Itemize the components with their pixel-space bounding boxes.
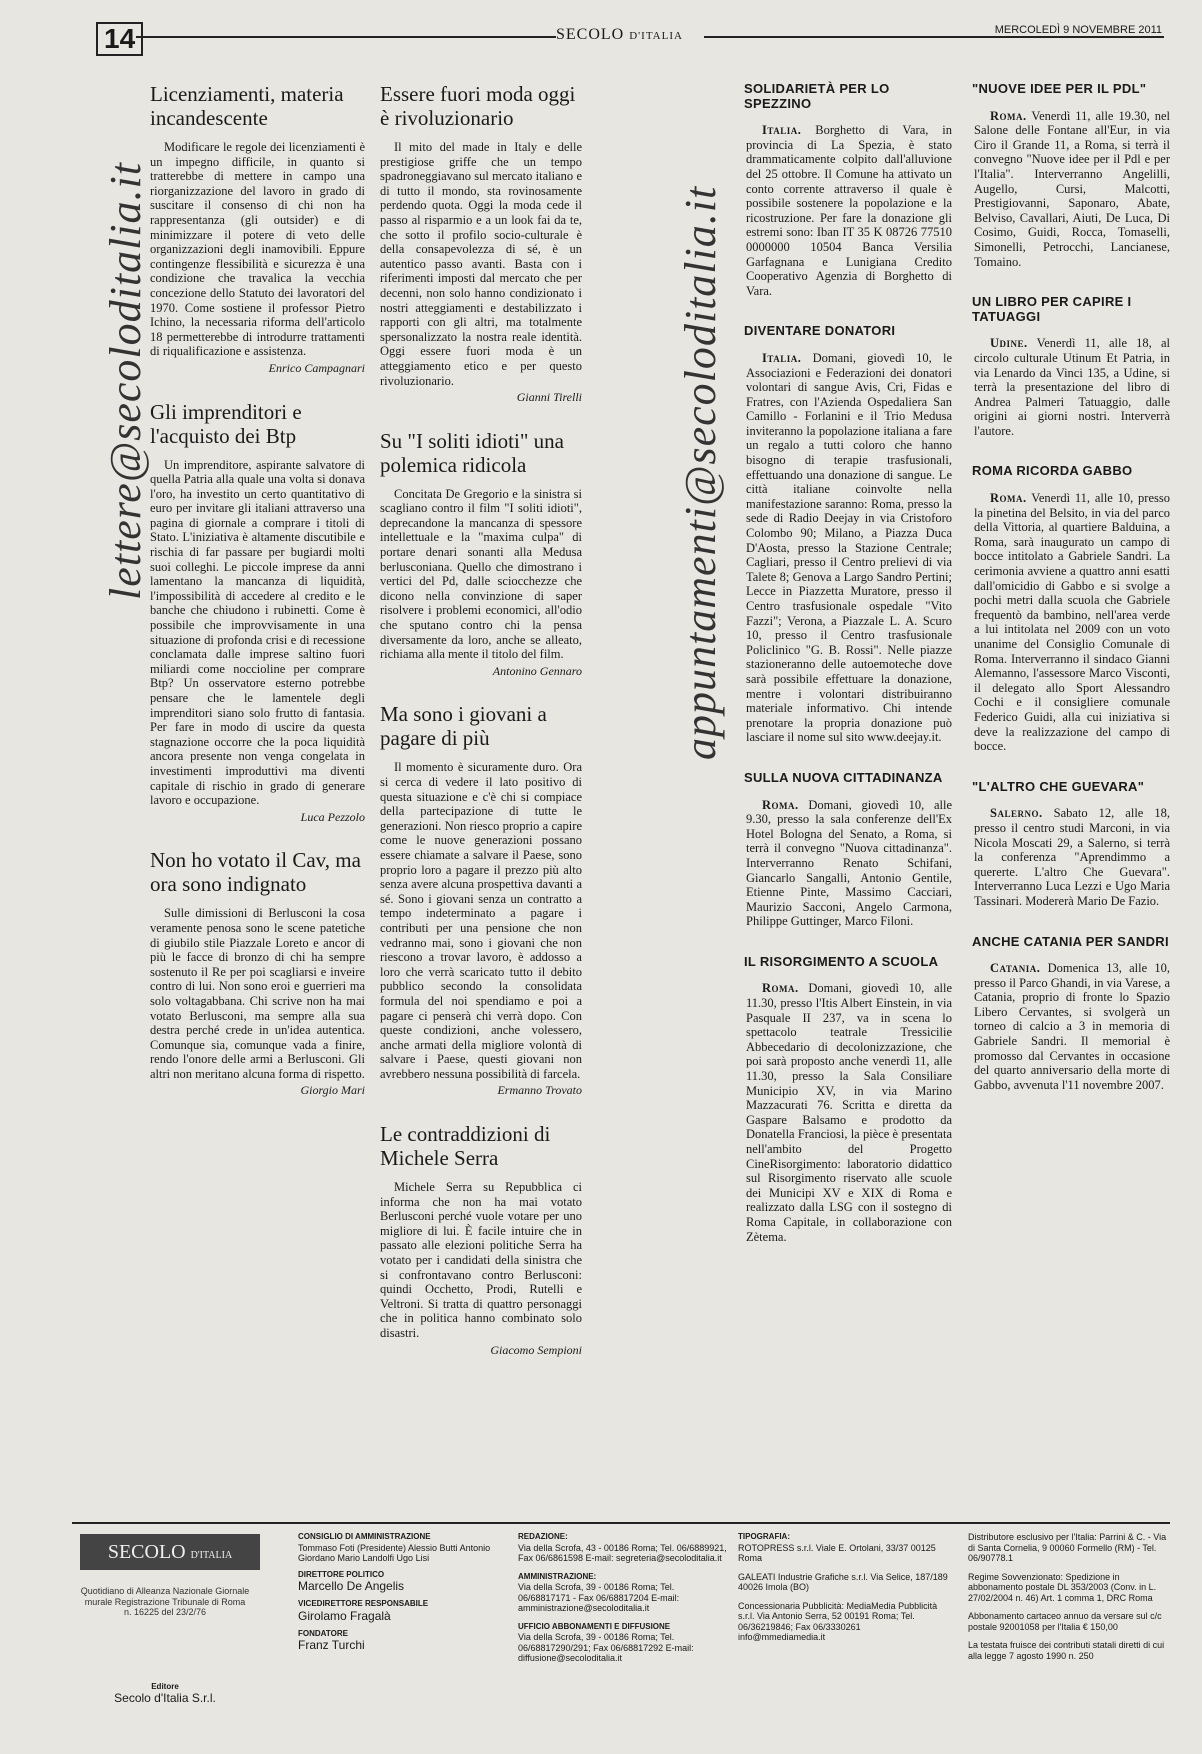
letter-body: Un imprenditore, aspirante salvatore di quella Patria alla quale una volta si donava l'oro, ha investito un certo quantitativo di euro per invitare gli italiani attraverso una pagina di giornale a comprare i titoli di Stato. L'iniziativa è altamente discutibile e rischia di far passare per bugiardi molti suoi colleghi. Le piccole imprese da anni lamentano la mancanza di liquidità, l'impossibilità di accedere al credito e le banche che chiudono i rubinetti. Come è possibile che improvvisamente in una situazione di profonda crisi e di recessione conclamata dalle imprese saltino fuori miliardi come noccioline per comprare Btp? Un osservatore esterno potrebbe pensare che le lamentele degli imprenditori siano solo frutto di fantasia. Per fare in modo di uscire da questa stagnazione occorre che la poca liquidità ancora presente non venga congelata in investimenti improduttivi ma diventi capitale di rischio in grado di generare lavoro e occupazione. [150, 457, 365, 808]
distributore-info: Distributore esclusivo per l'Italia: Parrini & C. - Via di Santa Cornelia, 9 00060 Formello (RM) - Tel. 06/90778.1 [968, 1532, 1167, 1563]
galeati-info: GALEATI Industrie Grafiche s.r.l. Via Selice, 187/189 40026 Imola (BO) [738, 1571, 948, 1592]
letter-title: Gli imprenditori e l'acquisto dei Btp [150, 399, 302, 448]
event-body [974, 336, 1170, 438]
event-city: Italia. [762, 350, 802, 365]
offices-column [518, 1532, 728, 1664]
letters-column-1 [150, 82, 365, 1122]
event-title: SULLA NUOVA CITTADINANZA [744, 769, 943, 785]
org-info: Quotidiano di Alleanza Nazionale Giornale murale Registrazione Tribunale di Roma n. 16225 del 23/2/76 [80, 1586, 250, 1617]
concessionaria-info: Concessionaria Pubblicità: MediaMedia Pubblicità s.r.l. Via Antonio Serra, 52 00191 Roma; Tel. 06/36219846; Fax 06/3330261 info@mmediamedia.it [738, 1600, 938, 1642]
footer-logo [80, 1534, 260, 1570]
letter-body: Modificare le regole dei licenziamenti è un impegno difficile, in quanto si tratterebbe di mettere in campo una riorganizzazione del lavoro in grado di suscitare il consenso di chi non ha rappresentanza (gli outsider) e di minimizzare il potere di veto delle organizzazioni degli inamovibili. Eppure contingenze flessibilità e sicurezza è una condizione che travalica la vecchia concezione dello Statuto dei lavoratori del 1970. Come sostiene il professor Pietro Ichino, la necessaria riforma dell'articolo 18 permetterebbe di introdurre trattamenti di riqualificazione e assistenza. [150, 140, 365, 359]
event-text: Domenica 13, alle 10, presso il Parco Ghandi, in via Varese, a Catania, proprio di fronte lo Spazio Libero Cervantes, si svolgerà un torneo di calcio a 3 in memoria di Gabriele Sandri. Il memorial è promosso dal Cervantes in occasione del quarto anniversario della morte di Gabbo, avvenuta l'11 novembre 2007. [974, 961, 1170, 1092]
footer-logo-name: SECOLO [107, 1541, 186, 1563]
issue-date: MERCOLEDÌ 9 NOVEMBRE 2011 [994, 24, 1162, 36]
masthead [556, 26, 683, 44]
events-column-1 [746, 82, 952, 1270]
event-text: Domani, giovedì 10, le Associazioni e Federazioni dei donatori volontari di sangue Avis, Cri, Fidas e Fratres, con l'Azienda Ospedaliera San Camillo - Forlanini e il Trio Medusa inviteranno la popolazione italiana a fare un regalo a tutti coloro che hanno bisogno di terapie trasfusionali, effettuando una donazione di sangue. Le città italiane coinvolte nella manifestazione saranno: Roma, presso la sede di Radio Deejay in via Cristoforo Colombo 90; Milano, a Piazza Duca D'Aosta, presso la Stazione Centrale; Cagliari, presso il Centro prelievi di via Talete 8; Genova a Largo Sandro Pertini; Lecce in Piazzetta Muratore, presso il Centro trasfusionale ospedale "Vito Fazzi"; Verona, a Piazzale L. A. Scuro 10, presso il Centro trasfusionale Policlinico "G. B. Rossi". Nelle piazze stazioneranno delle autoemoteche dove sarà possibile effettuare la donazione, mentre i volontari distribuiranno materiale informativo. Chi intende prenotare la propria donazione può lasciare il nome sul sito www.deejay.it. [746, 350, 952, 745]
letter-title: Ma sono i giovani a pagare di più [380, 702, 547, 751]
event-text: Borghetto di Vara, in provincia di La Spezia, è stato drammaticamente colpito dall'alluvione del 25 ottobre. Il Comune ha attivato un conto corrente attraverso il quale è possibile sostenere la popolazione e la ricostruzione. Per fare la donazione gli estremi sono: Iban IT 35 K 08726 77510 0000000 10504 Banca Versilia Garfagnana e Lunigiana Credito Cooperativo Agenzia di Borghetto di Vara. [746, 123, 953, 298]
events-column-2 [974, 82, 1170, 1118]
event-text: Sabato 12, alle 18, presso il centro studi Marconi, in via Nicola Moscati 29, a Salerno, si terrà la conferenza "Aprendimmo a quererte. L'altro Che Guevara". Interverranno Luca Lezzi e Ugo Maria Tassinari. Modererà Mario De Fazio. [974, 806, 1170, 908]
event-body [746, 981, 952, 1244]
letter-title: Le contraddizioni di Michele Serra [380, 1122, 551, 1171]
event-item [974, 935, 1170, 1093]
event-city: Roma. [990, 491, 1027, 506]
letter-author: Enrico Campagnari [268, 360, 365, 375]
event-item [746, 82, 952, 298]
event-title: ANCHE CATANIA PER SANDRI [972, 933, 1169, 949]
abbonamento-cartaceo: Abbonamento cartaceo annuo da versare sul c/c postale 92001058 per l'Italia € 150,00 [968, 1611, 1162, 1632]
testata-info: La testata fruisce dei contributi statali diretti di cui alla legge 7 agosto 1990 n. 250 [968, 1640, 1165, 1661]
header-rule-left [136, 36, 556, 38]
page-number: 14 [96, 22, 143, 56]
event-item [974, 295, 1170, 438]
letter-author: Gianni Tirelli [516, 390, 582, 405]
footer-logo-suffix: D'ITALIA [190, 1550, 233, 1561]
letter-article [150, 848, 365, 1098]
printing-column [738, 1532, 948, 1643]
event-text: Venerdì 11, alle 18, al circolo culturale Utinum Et Patria, in via Lenardo da Vinci 135, a Udine, si terrà la presentazione del libro di Andrea Palmeri Tatuaggio, dalle origini ai giorni nostri. Interverrà l'autore. [974, 336, 1170, 438]
amministrazione-label: AMMINISTRAZIONE: [518, 1571, 597, 1581]
event-body [746, 351, 952, 745]
letter-title: Licenziamenti, materia incandescente [150, 82, 344, 130]
event-title: DIVENTARE DONATORI [744, 323, 896, 339]
board-members: Tommaso Foti (Presidente) Alessio Butti Antonio Giordano Mario Landolfi Ugo Lisi [298, 1542, 491, 1563]
letters-column-2 [380, 82, 582, 1381]
event-city: Roma. [990, 108, 1027, 123]
letter-body: Michele Serra su Repubblica ci informa che non ha mai votato Berlusconi perché vuole votare per uno migliore di lui. È facile intuire che in passato alle elezioni politiche Serra ha votato per i candidati della sinistra che si confrontavano contro Berlusconi: quindi Occhetto, Prodi, Rutelli e Veltroni. Si tratta di quattro personaggi che in politica hanno combinato solo disastri. [380, 1180, 582, 1340]
event-city: Roma. [762, 981, 799, 996]
amministrazione-info: Via della Scrofa, 39 - 00186 Roma; Tel. 06/68817171 - Fax 06/68817204 E-mail: amministrazione@secoloditalia.it [518, 1582, 680, 1613]
tipografia-label: TIPOGRAFIA: [738, 1532, 790, 1541]
event-body [974, 806, 1170, 908]
event-item [746, 955, 952, 1244]
director-label: DIRETTORE POLITICO [298, 1569, 385, 1579]
colophon [72, 1522, 1170, 1724]
event-text: Domani, giovedì 10, alle 9.30, presso la sala conferenze dell'Ex Hotel Bologna del Senato, a Roma, si terrà il convegno "Nuova cittadinanza". Interverranno Renato Schifani, Giancarlo Sangalli, Antonio Gentile, Etienne Pinte, Massimo Cacciari, Maurizio Sacconi, Angelo Carmona, Philippe Guttinger, Marco Filoni. [746, 797, 953, 929]
event-body [746, 798, 952, 929]
event-body [974, 109, 1170, 270]
event-item [746, 324, 952, 745]
masthead-name: SECOLO [556, 26, 625, 43]
letter-article [380, 429, 582, 679]
event-body [974, 491, 1170, 754]
redazione-label: REDAZIONE: [518, 1532, 568, 1541]
regime-info: Regime Sovvenzionato: Spedizione in abbonamento postale DL 353/2003 (Conv. in L. 27/02/2004 n. 46) Art. 1 comma 1, DRC Roma [968, 1571, 1157, 1603]
event-title: ROMA RICORDA GABBO [972, 463, 1133, 479]
letter-author: Ermanno Trovato [497, 1083, 582, 1098]
event-title: "L'ALTRO CHE GUEVARA" [972, 778, 1145, 794]
event-item [974, 82, 1170, 269]
letter-article [380, 702, 582, 1098]
letter-author: Antonino Gennaro [492, 663, 582, 678]
event-city: Roma. [762, 797, 799, 812]
event-city: Salerno. [990, 806, 1043, 821]
event-body [974, 961, 1170, 1092]
founder-name: Franz Turchi [298, 1638, 365, 1652]
founder-label: FONDATORE [298, 1628, 348, 1638]
abbonamenti-info: Via della Scrofa, 39 - 00186 Roma; Tel. 06/68817290/291; Fax 06/68817292 E-mail: diffusione@secoloditalia.it [518, 1632, 694, 1663]
vicedirector-label: VICEDIRETTORE RESPONSABILE [298, 1599, 429, 1608]
board-label: CONSIGLIO DI AMMINISTRAZIONE [298, 1532, 431, 1541]
publisher [80, 1682, 250, 1704]
header-rule-right [704, 36, 1164, 38]
event-item [746, 771, 952, 929]
event-title: "NUOVE IDEE PER IL PDL" [972, 81, 1147, 96]
letter-author: Giacomo Sempioni [490, 1342, 582, 1357]
event-body [746, 123, 952, 298]
letter-body: Il momento è sicuramente duro. Ora si cerca di vedere il lato positivo di questa situazione e c'è chi si compiace della partecipazione di tutte le generazioni. Non riesco proprio a capire come le nuove generazioni possano essere chiamate a salvare il Paese, sono proprio loro a pagare il prezzo più alto senza avere alcuna prospettiva davanti a sé. Sono i giovani senza un contratto a tempo indeterminato a pagare i contributi per una pensione che non vedranno mai, sono i giovani che non riescono a trovar lavoro, è addosso a loro che verrà scaricato tutto il debito pubblico secondo la consolidata formula del noi spendiamo e poi a pagare ci penserà chi verrà dopo. Con queste condizioni, anche volessero, anche armati della migliore volontà di salvare i Paese, questi giovani non avrebbero nessuna possibilità di farcela. [380, 760, 582, 1081]
publisher-label: Editore [151, 1682, 179, 1691]
redazione-info: Via della Scrofa, 43 - 00186 Roma; Tel. 06/6889921, Fax 06/6861598 E-mail: segreteria@secoloditalia.it [518, 1542, 727, 1563]
letter-article [380, 82, 582, 405]
director-name: Marcello De Angelis [298, 1579, 405, 1593]
letter-body: Concitata De Gregorio e la sinistra si scagliano contro il film "I soliti idioti", deprecandone la mancanza di spessore intellettuale e la "maxima culpa" di portare denari sonanti alla Medusa berlusconiana. Quello che dimostrano i vertici del Pd, dalle sciocchezze che dicono nella convinzione di saper risolvere i problemi economici, all'odio che sputano contro chi la pensa diversamente da loro, anche se alleato, richiama alla mente il titolo del film. [380, 486, 582, 662]
abbonamenti-label: UFFICIO ABBONAMENTI E DIFFUSIONE [518, 1621, 671, 1631]
publisher-name: Secolo d'Italia S.r.l. [114, 1690, 216, 1705]
event-title: SOLIDARIETÀ PER LO SPEZZINO [744, 81, 890, 111]
masthead-suffix: D'ITALIA [629, 30, 683, 42]
event-title: IL RISORGIMENTO A SCUOLA [744, 953, 939, 969]
event-text: Domani, giovedì 10, alle 11.30, presso l'Itis Albert Einstein, in via Pasquale II 237, va in scena lo spettacolo teatrale Tressicilie Abbecedario di decolonizzazione, che poi sarà proposto anche venerdì 11, alle 11.30, presso la Sala Consiliare Municipio XV, in via Marino Mazzacurati 76. Scritta e diretta da Gaspare Balsamo e prodotto da Donatella Franciosi, la pièce è presentata nell'ambito del Progetto CineRisorgimento: laboratorio didattico sul Risorgimento riservato alle scuole dei Municipi XV e XIX di Roma e realizzato dalla LSG con il sostegno di Roma Capitale, in collaborazione con Zètema. [746, 981, 953, 1244]
letter-article [150, 400, 365, 825]
letter-article [150, 82, 365, 376]
letter-author: Giorgio Mari [300, 1083, 365, 1098]
event-city: Italia. [762, 123, 802, 138]
tipografia-info: ROTOPRESS s.r.l. Viale E. Ortolani, 33/37 00125 Roma [738, 1542, 936, 1563]
board-column [298, 1532, 518, 1652]
letters-rubric-label: lettere@secoloditalia.it [101, 162, 150, 600]
letter-author: Luca Pezzolo [300, 809, 365, 824]
event-city: Catania. [990, 961, 1041, 976]
event-text: Venerdì 11, alle 10, presso la pinetina del Belsito, in via del parco della Vittoria, al quartiere Balduina, a Roma, sarà inaugurato un campo di bocce intitolato a Gabriele Sandri. La cerimonia avviene a quattro anni esatti dall'omicidio di Gabbo e si svolge a pochi metri dalla scuola che Gabriele frequentò da bambino, nell'area verde a lui intitolata nel 2009 con un voto unanime del Consiglio Comunale di Roma. Interverranno il sindaco Gianni Alemanno, l'assessore Marco Visconti, il delegato allo Sport Alessandro Cochi e il consigliere comunale Federico Guidi, alla cui iniziativa si deve la realizzazione del campo di bocce. [974, 491, 1170, 754]
event-text: Venerdì 11, alle 19.30, nel Salone delle Fontane all'Eur, in via Ciro il Grande 11, a Roma, si terrà il convegno "Nuove idee per il Pdl e per l'Italia". Interverranno Angelilli, Augello, Cursi, Malcotti, Prestigiovanni, Saponaro, Abate, Belviso, Cavallari, Aiuti, De Luca, Di Cosimo, Guidi, Rocca, Tomaselli, Simonelli, Petrocchi, Lancianese, Tomaino. [974, 108, 1170, 269]
letter-title: Non ho votato il Cav, ma ora sono indignato [150, 848, 361, 897]
letter-title: Essere fuori moda oggi è rivoluzionario [380, 82, 576, 130]
distribution-column [968, 1532, 1168, 1661]
letter-title: Su "I soliti idioti" una polemica ridicola [380, 428, 564, 477]
event-item [974, 464, 1170, 753]
letter-body: Sulle dimissioni di Berlusconi la cosa veramente penosa sono le scene patetiche di giubilo stile Piazzale Loreto e ancor di più le facce di bronzo di chi ha sempre sostenuto il Re per poi scagliarsi e inveire contro di lui. Non sono eroi e guerrieri ma solo voltagabbana. Chi scrive non ha mai votato Berlusconi, ma sempre alla sua destra perché crede in un'idea autentica. Comunque sia, comunque vada a finire, rendo l'onore delle armi a Berlusconi. Gli altri non meritano alcuna forma di rispetto. [150, 906, 365, 1081]
event-title: UN LIBRO PER CAPIRE I TATUAGGI [972, 294, 1132, 324]
letter-body: Il mito del made in Italy e delle prestigiose griffe che un tempo spadroneggiavano sul mercato italiano e di tutto il mondo, sta rovinosamente perdendo quota. Oggi la moda cede il passo al risparmio e a un look fai da te, che sotto il profilo socio-culturale è della consapevolezza di sé, è un autentico passo avanti. Basta con i riferimenti imposti dal mercato che per decenni, non solo hanno condizionato i nostri atteggiamenti e destabilizzato i rapporti con gli altri, ma totalmente spersonalizzato la nostra reale identità. Oggi essere fuori moda è un atteggiamento etico e per questo rivoluzionario. [380, 140, 582, 388]
vicedirector-name: Girolamo Fragalà [298, 1608, 391, 1623]
event-city: Udine. [990, 336, 1028, 351]
letter-article [380, 1122, 582, 1357]
appointments-rubric-label: appuntamenti@secoloditalia.it [676, 185, 725, 760]
event-item [974, 780, 1170, 909]
